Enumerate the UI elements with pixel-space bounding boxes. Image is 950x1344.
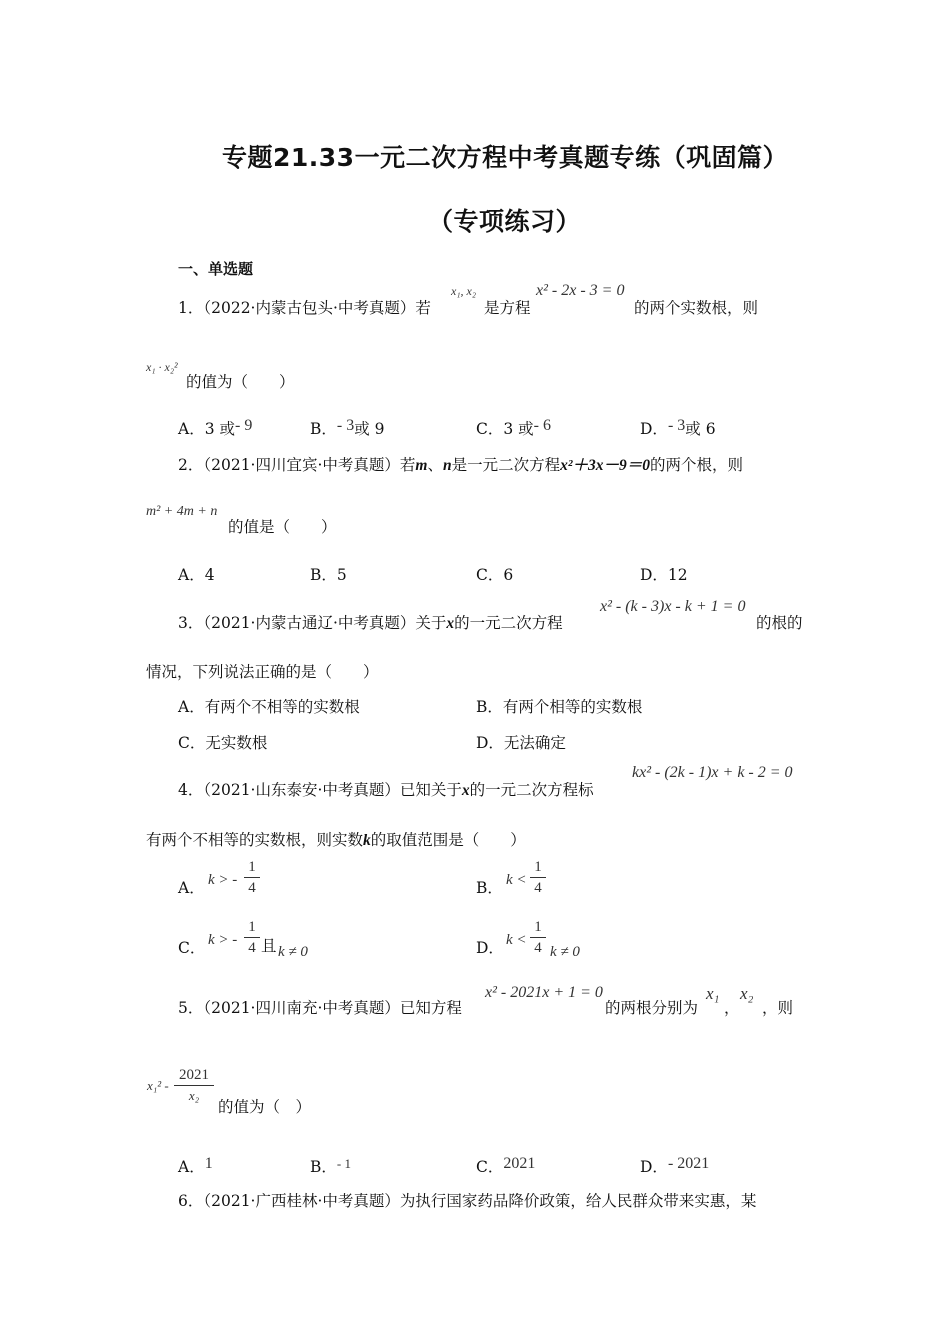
q3-option-b[interactable]: B．有两个相等的实数根	[476, 698, 643, 716]
q1-option-a-value: - 9	[234, 417, 253, 434]
q5-stem-a: 5．（2021·四川南充·中考真题）已知方程	[178, 999, 462, 1017]
q4-option-d-fraction: 1 4	[530, 918, 546, 957]
q1-stem-a: 1．（2022·内蒙古包头·中考真题）若	[178, 299, 431, 317]
q2-option-b[interactable]: B．5	[310, 566, 347, 584]
q1-option-c[interactable]: C．3 或- 6	[476, 417, 551, 438]
q1-option-a[interactable]: A．3 或- 9	[178, 417, 253, 438]
question-6-stem: 6．（2021·广西桂林·中考真题）为执行国家药品降价政策，给人民群众带来实惠，某	[178, 1192, 757, 1210]
q5-option-c[interactable]: C．2021	[476, 1155, 536, 1176]
q4-option-c-fraction: 1 4	[244, 918, 260, 957]
q3-stem-d: 情况，下列说法正确的是（ ）	[146, 663, 379, 681]
q1-stem-c: 的两个实数根，则	[634, 299, 759, 317]
q3-option-c[interactable]: C．无实数根	[178, 734, 268, 752]
q5-stem-d: 的值为（ ）	[218, 1098, 312, 1116]
q2-option-d[interactable]: D．12	[640, 566, 688, 584]
q2-equation: x²＋3x－9＝0	[560, 457, 651, 474]
q2-stem-d: 的值是（ ）	[228, 518, 337, 536]
q5-option-b[interactable]: B．$^{- 1}$	[310, 1156, 351, 1176]
q5-expr-lhs: x₁² -	[147, 1078, 169, 1093]
q1-math-roots: x₁, x₂	[451, 284, 476, 298]
q3-option-d[interactable]: D．无法确定	[476, 734, 566, 752]
q5-option-d[interactable]: D．- 2021	[640, 1155, 710, 1176]
q4-math-equation: kx² - (2k - 1)x + k - 2 = 0	[632, 764, 793, 781]
q4-stem-line: 4．（2021·山东泰安·中考真题）已知关于x的一元二次方程标	[178, 781, 594, 799]
q2-option-c[interactable]: C．6	[476, 566, 514, 584]
q4-stem-line-2: 有两个不相等的实数根，则实数k的取值范围是（ ）	[146, 831, 526, 849]
q1-option-b[interactable]: B．- 3或 9	[310, 417, 385, 438]
q2-stem-line: 2．（2021·四川宜宾·中考真题）若m、n是一元二次方程x²＋3x－9＝0的两个根，则	[178, 456, 744, 474]
document-subtitle: （专项练习）	[428, 207, 582, 236]
q1-option-d[interactable]: D．- 3或 6	[640, 417, 716, 438]
q3-stem-c: 的根的	[756, 614, 803, 632]
q3-option-a[interactable]: A．有两个不相等的实数根	[178, 698, 360, 716]
q2-math-expression: m² + 4m + n	[146, 504, 218, 519]
q5-stem-c: ，则	[762, 999, 794, 1017]
document-title: 专题21.33一元二次方程中考真题专练（巩固篇）	[222, 143, 789, 172]
q5-option-a[interactable]: A．1	[178, 1155, 213, 1176]
q5-expr-fraction: 2021 x₂	[174, 1066, 214, 1105]
q1-stem-b: 是方程	[484, 299, 531, 317]
q1-math-expression: x₁ · x₂²	[146, 360, 178, 374]
q5-stem-b: 的两根分别为	[605, 999, 699, 1017]
q1-math-equation: x² - 2x - 3 = 0	[536, 282, 625, 299]
q5-x2: x₂	[740, 984, 754, 1003]
q4-option-b-fraction: 1 4	[530, 858, 546, 897]
q3-stem-line: 3．（2021·内蒙古通辽·中考真题）关于x的一元二次方程	[178, 614, 563, 632]
section-heading: 一、单选题	[178, 260, 254, 278]
q2-option-a[interactable]: A．4	[178, 566, 215, 584]
q1-stem-d: 的值为（ ）	[186, 373, 295, 391]
q1-option-c-value: - 6	[533, 417, 551, 434]
q5-x1: x₁	[706, 984, 720, 1003]
q4-option-a-fraction: 1 4	[244, 858, 260, 897]
q1-option-b-value: - 3	[336, 417, 355, 434]
q3-math-equation: x² - (k - 3)x - k + 1 = 0	[600, 598, 746, 615]
q1-option-d-value: - 3	[667, 417, 686, 434]
q5-math-equation: x² - 2021x + 1 = 0	[485, 984, 603, 1001]
